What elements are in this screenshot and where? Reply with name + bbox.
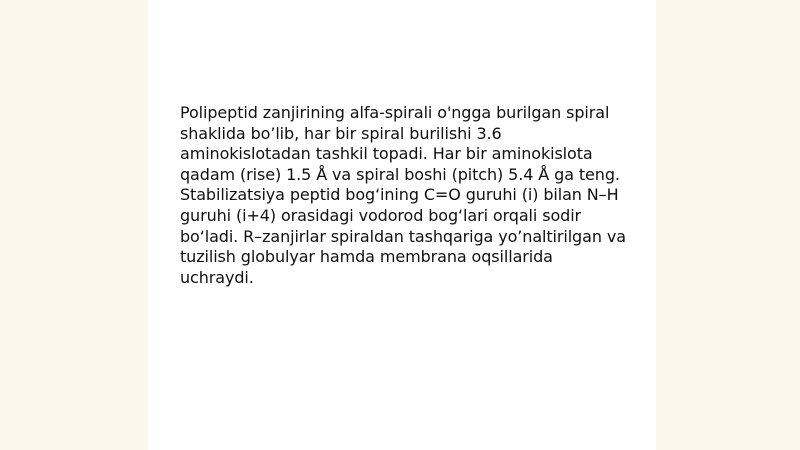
document-page bbox=[148, 0, 656, 450]
body-paragraph: Polipeptid zanjirining alfa-spirali o'ngga burilgan spiral shaklida bo’lib, har bir spiral burilishi 3.6 aminokislotadan tashkil topadi. Har bir aminokislota qadam (rise) 1.5 Å va spiral boshi (pitch) 5.4 Å ga teng. Stabilizatsiya peptid bog‘ining C=O guruhi (i) bilan N–H guruhi (i+4) orasidagi vodorod bog‘lari orqali sodir bo‘ladi. R–zanjirlar spiraldan tashqariga yo’naltirilgan va tuzilish globulyar hamda membrana oqsillarida uchraydi. bbox=[180, 103, 626, 287]
